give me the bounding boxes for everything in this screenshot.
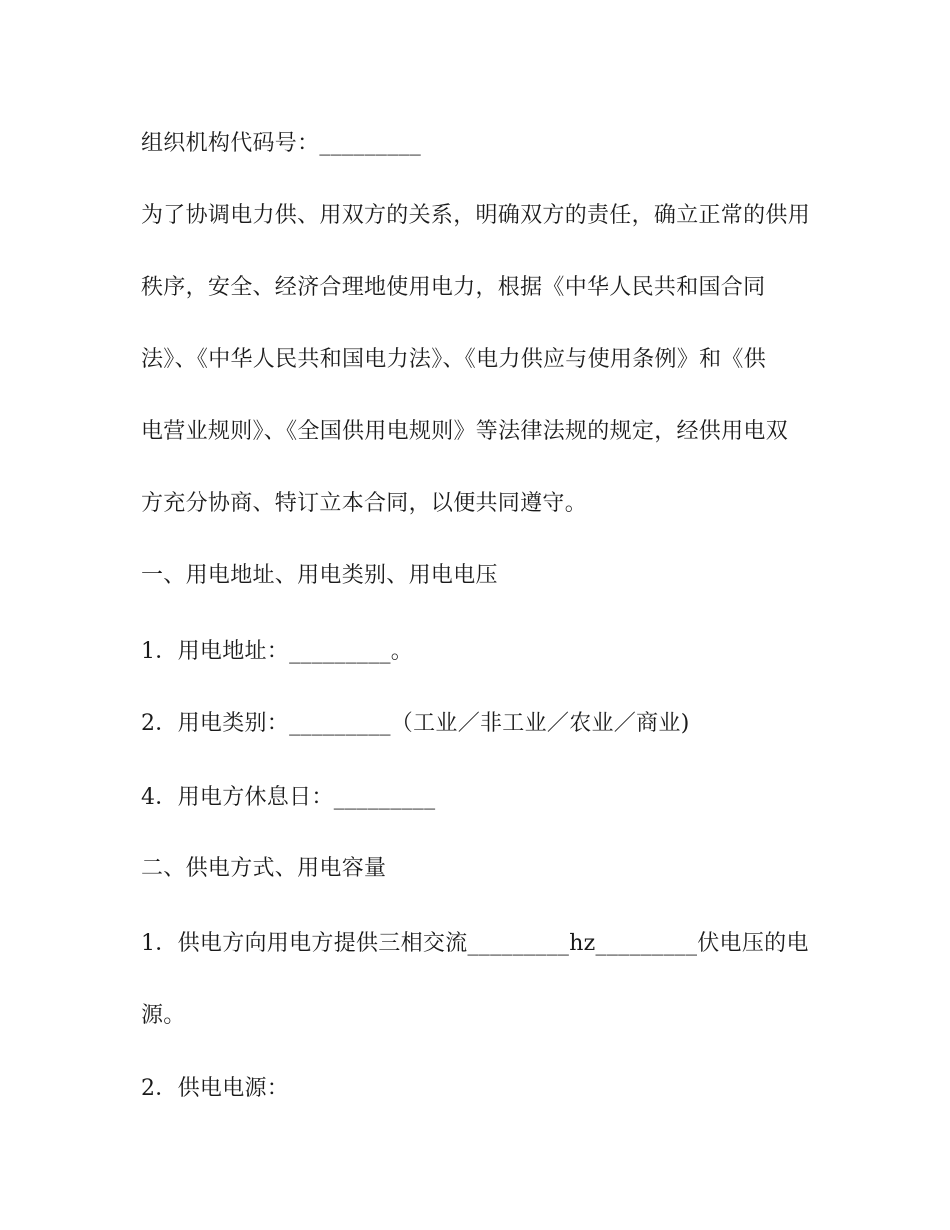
preamble-line-5: 方充分协商、特订立本合同，以便共同遵守。 [141, 491, 588, 516]
item-power-source: 2．供电电源： [141, 1076, 290, 1101]
section-2-heading: 二、供电方式、用电容量 [141, 856, 387, 881]
preamble-line-1: 为了协调电力供、用双方的关系，明确双方的责任，确立正常的供用 [141, 203, 811, 228]
item-category: 2．用电类别：_________（工业／非工业／农业／商业) [141, 711, 690, 736]
org-code-line: 组织机构代码号：_________ [141, 131, 422, 156]
item-power-supply-cont: 源。 [141, 1003, 186, 1028]
item-rest-day: 4．用电方休息日：_________ [141, 785, 436, 810]
item-power-supply: 1．供电方向用电方提供三相交流_________hz_________伏电压的电 [141, 931, 809, 956]
preamble-line-4: 电营业规则》、《全国供用电规则》等法律法规的规定，经供用电双 [141, 419, 789, 444]
section-1-heading: 一、用电地址、用电类别、用电电压 [141, 563, 498, 588]
item-address: 1．用电地址：_________。 [141, 639, 414, 664]
preamble-line-2: 秩序，安全、经济合理地使用电力，根据《中华人民共和国合同 [141, 275, 766, 300]
preamble-line-3: 法》、《中华人民共和国电力法》、《电力供应与使用条例》和《供 [141, 347, 767, 372]
